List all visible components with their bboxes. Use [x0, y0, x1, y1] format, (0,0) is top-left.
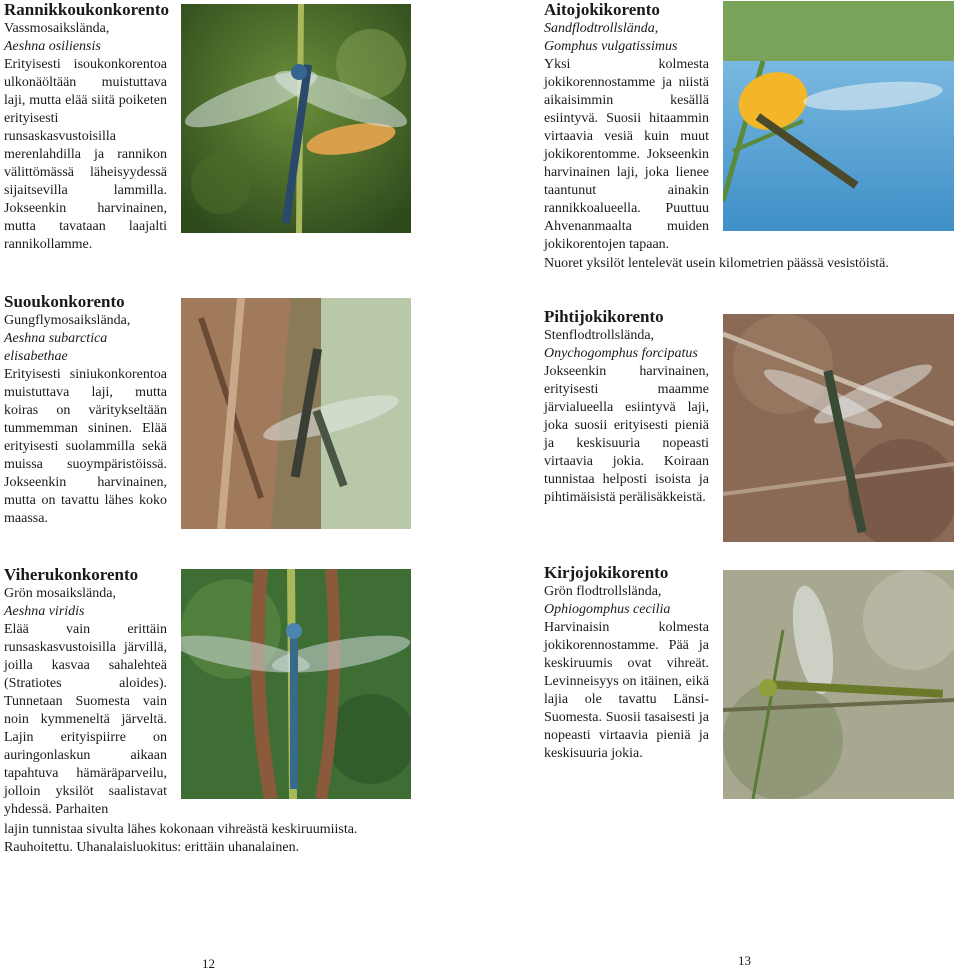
latin-name: Ophiogomphus cecilia — [544, 602, 671, 617]
photo-aeshna-osiliensis — [181, 4, 411, 233]
page-number: 13 — [738, 953, 751, 968]
latin-name: Aeshna subarctica elisabethae — [4, 331, 108, 364]
entry-rannikkoukonkorento — [4, 0, 170, 254]
species-description: Harvinaisin kolmesta jokikorennostamme. Pää ja keskiruumis ovat vihreät. Levinneisyys on itäinen, eikä lajia ole tavattu Länsi-Suomesta. Suosii tasaisesti ja nopeasti virtaavia pieniä ja keskisuuria jokia. — [544, 620, 709, 761]
photo-aeshna-viridis — [181, 569, 411, 799]
species-description-continued: lajin tunnistaa sivulta lähes kokonaan vihreästä keskiruumiista. Rauhoitettu. Uhanalaisluokitus: erittäin uhanalainen. — [4, 822, 358, 855]
swedish-name: Gungflymosaikslända, — [4, 313, 131, 328]
species-description: Jokseenkin harvinainen, erityisesti maamme järvialueella esiintyvä laji, joka suosii erityisesti pieniä ja keskisuuria nopeasti virtaavia jokia. Koiraan tunnistaa helposti isoista ja pihtimäisistä perälisäkkeistä. — [544, 364, 709, 505]
species-description: Erityisesti isoukonkorentoa ulkonäöltään muistuttava laji, mutta elää siitä poiketen erityisesti runsaskasvustoisilla merenlahdilla ja rannikon välittömässä läheisyydessä sijaitsevilla lammilla. Jokseenkin harvinainen, mutta tavataan laajalti rannikollamme. — [4, 57, 167, 252]
species-title: Kirjojokikorento — [544, 563, 669, 582]
species-title: Suoukonkorento — [4, 292, 125, 311]
photo-gomphus-vulgatissimus — [723, 1, 954, 231]
species-description: Elää vain erittäin runsaskasvustoisilla järvillä, joilla kasvaa sahalehteä (Stratiotes aloides). Tunnetaan Suomesta vain noin kymmeneltä järveltä. Lajin erityispiirre on auringonlaskun aikaan tapahtuva hämäräparveilu, jolloin yksilöt saalistavat yhdessä. Parhaiten — [4, 622, 167, 817]
entry-viherukonkorento-continued — [4, 821, 424, 857]
species-description: Erityisesti siniukonkorentoa muistuttava laji, mutta koiras on väritykseltään tummemman sininen. Elää erityisesti suolammilla sekä muissa suoympäristöissä. Jokseenkin harvinainen, mutta on tavattu lähes koko maassa. — [4, 367, 167, 526]
species-title: Pihtijokikorento — [544, 307, 664, 326]
species-title: Viherukonkorento — [4, 565, 139, 584]
species-description: Yksi kolmesta jokikorennostamme ja niistä aikaisimmin kesällä esiintyvä. Suosii hitaammin virtaavia vesiä kuin muut jokikorentomme. Jokseenkin harvinainen laji, joka lienee taantunut ainakin rannikkoalueella. Puuttuu Ahvenanmaalta muiden jokikorentojen tapaan. — [544, 57, 709, 252]
photo-onychogomphus-forcipatus — [723, 314, 954, 542]
swedish-name: Grön flodtrollslända, — [544, 584, 662, 599]
swedish-name: Grön mosaikslända, — [4, 586, 116, 601]
latin-name: Aeshna viridis — [4, 604, 85, 619]
entry-kirjojokikorento — [544, 563, 709, 763]
entry-suoukonkorento — [4, 292, 167, 528]
latin-name: Aeshna osiliensis — [4, 39, 101, 54]
entry-aitojokikorento-continued — [544, 255, 956, 273]
latin-name: Onychogomphus forcipatus — [544, 346, 698, 361]
entry-viherukonkorento — [4, 565, 167, 819]
swedish-name: Stenflodtrollslända, — [544, 328, 655, 343]
species-title: Aitojokikorento — [544, 0, 660, 19]
swedish-name: Sandflodtrollslända, — [544, 21, 659, 36]
swedish-name: Vassmosaikslända, — [4, 21, 110, 36]
entry-aitojokikorento — [544, 0, 709, 254]
entry-pihtijokikorento — [544, 307, 709, 507]
latin-name: Gomphus vulgatissimus — [544, 39, 678, 54]
photo-aeshna-subarctica — [181, 298, 411, 529]
species-title: Rannikkoukonkorento — [4, 0, 170, 19]
species-description-continued: Nuoret yksilöt lentelevät usein kilometrien päässä vesistöistä. — [544, 256, 889, 271]
page-number: 12 — [202, 956, 215, 971]
photo-ophiogomphus-cecilia — [723, 570, 954, 799]
